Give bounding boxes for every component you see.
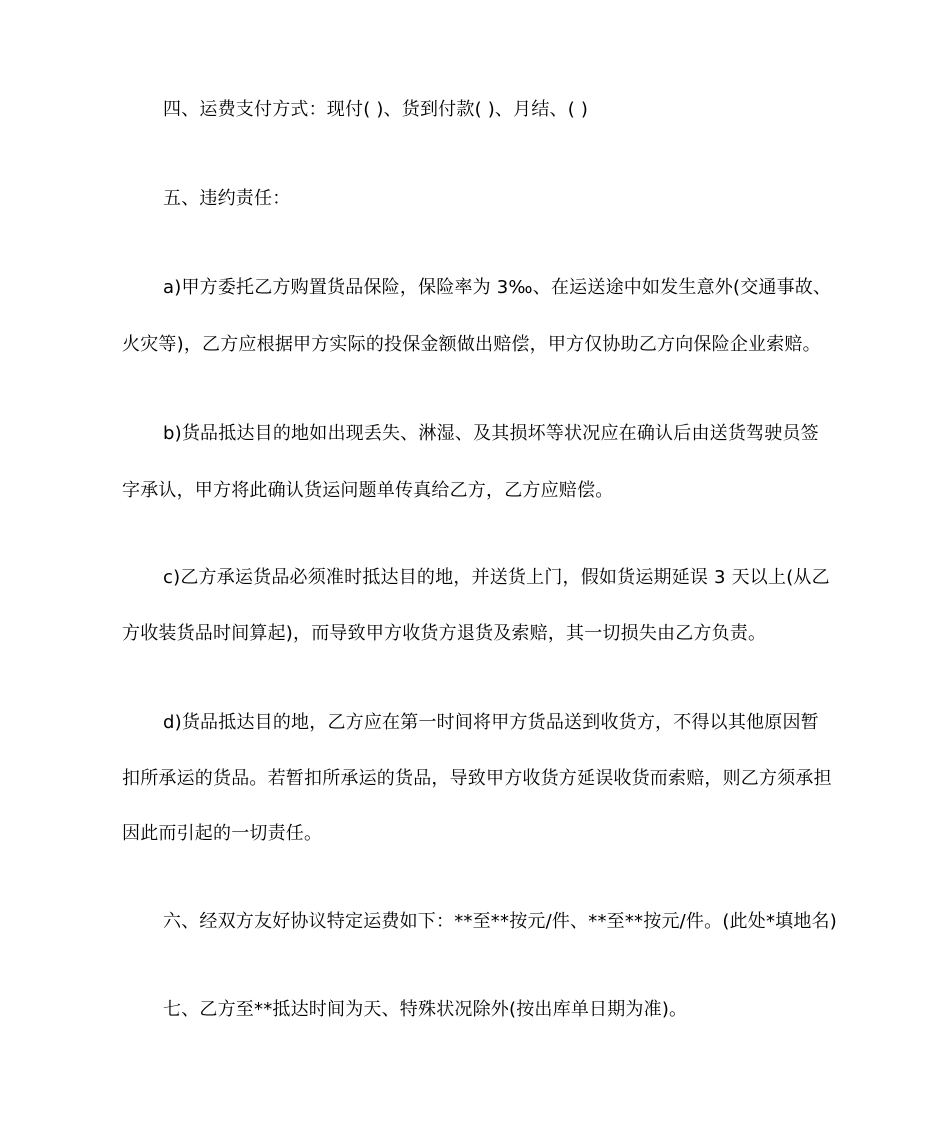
clause-4-payment-method: 四、运费支付方式：现付( )、货到付款( )、月结、( ) — [163, 99, 589, 120]
clause-5-heading: 五、违约责任： — [163, 188, 291, 209]
clause-7-delivery-time: 七、乙方至**抵达时间为天、特殊状况除外(按出库单日期为准)。 — [163, 999, 688, 1020]
clause-5d-line-3: 因此而引起的一切责任。 — [122, 823, 323, 844]
clause-5d-line-1: d)货品抵达目的地，乙方应在第一时间将甲方货品送到收货方，不得以其他原因暂 — [163, 712, 819, 733]
clause-6-freight-rates: 六、经双方友好协议特定运费如下：**至**按元/件、**至**按元/件。(此处*填地名) — [163, 911, 837, 932]
clause-5c-line-2: 方收装货品时间算起)，而导致甲方收货方退货及索赔，其一切损失由乙方负责。 — [122, 623, 767, 644]
clause-5b-line-1: b)货品抵达目的地如出现丢失、淋湿、及其损坏等状况应在确认后由送货驾驶员签 — [163, 423, 819, 444]
clause-5b-line-2: 字承认，甲方将此确认货运问题单传真给乙方，乙方应赔偿。 — [122, 480, 614, 501]
clause-5c-line-1: c)乙方承运货品必须准时抵达目的地，并送货上门，假如货运期延误 3 天以上(从乙 — [163, 567, 830, 588]
clause-5a-line-2: 火灾等)，乙方应根据甲方实际的投保金额做出赔偿，甲方仅协助乙方向保险企业索赔。 — [122, 334, 821, 355]
clause-5d-line-2: 扣所承运的货品。若暂扣所承运的货品，导致甲方收货方延误收货而索赔，则乙方须承担 — [122, 768, 832, 789]
clause-5a-line-1: a)甲方委托乙方购置货品保险，保险率为 3‰、在运送途中如发生意外(交通事故、 — [163, 277, 832, 298]
